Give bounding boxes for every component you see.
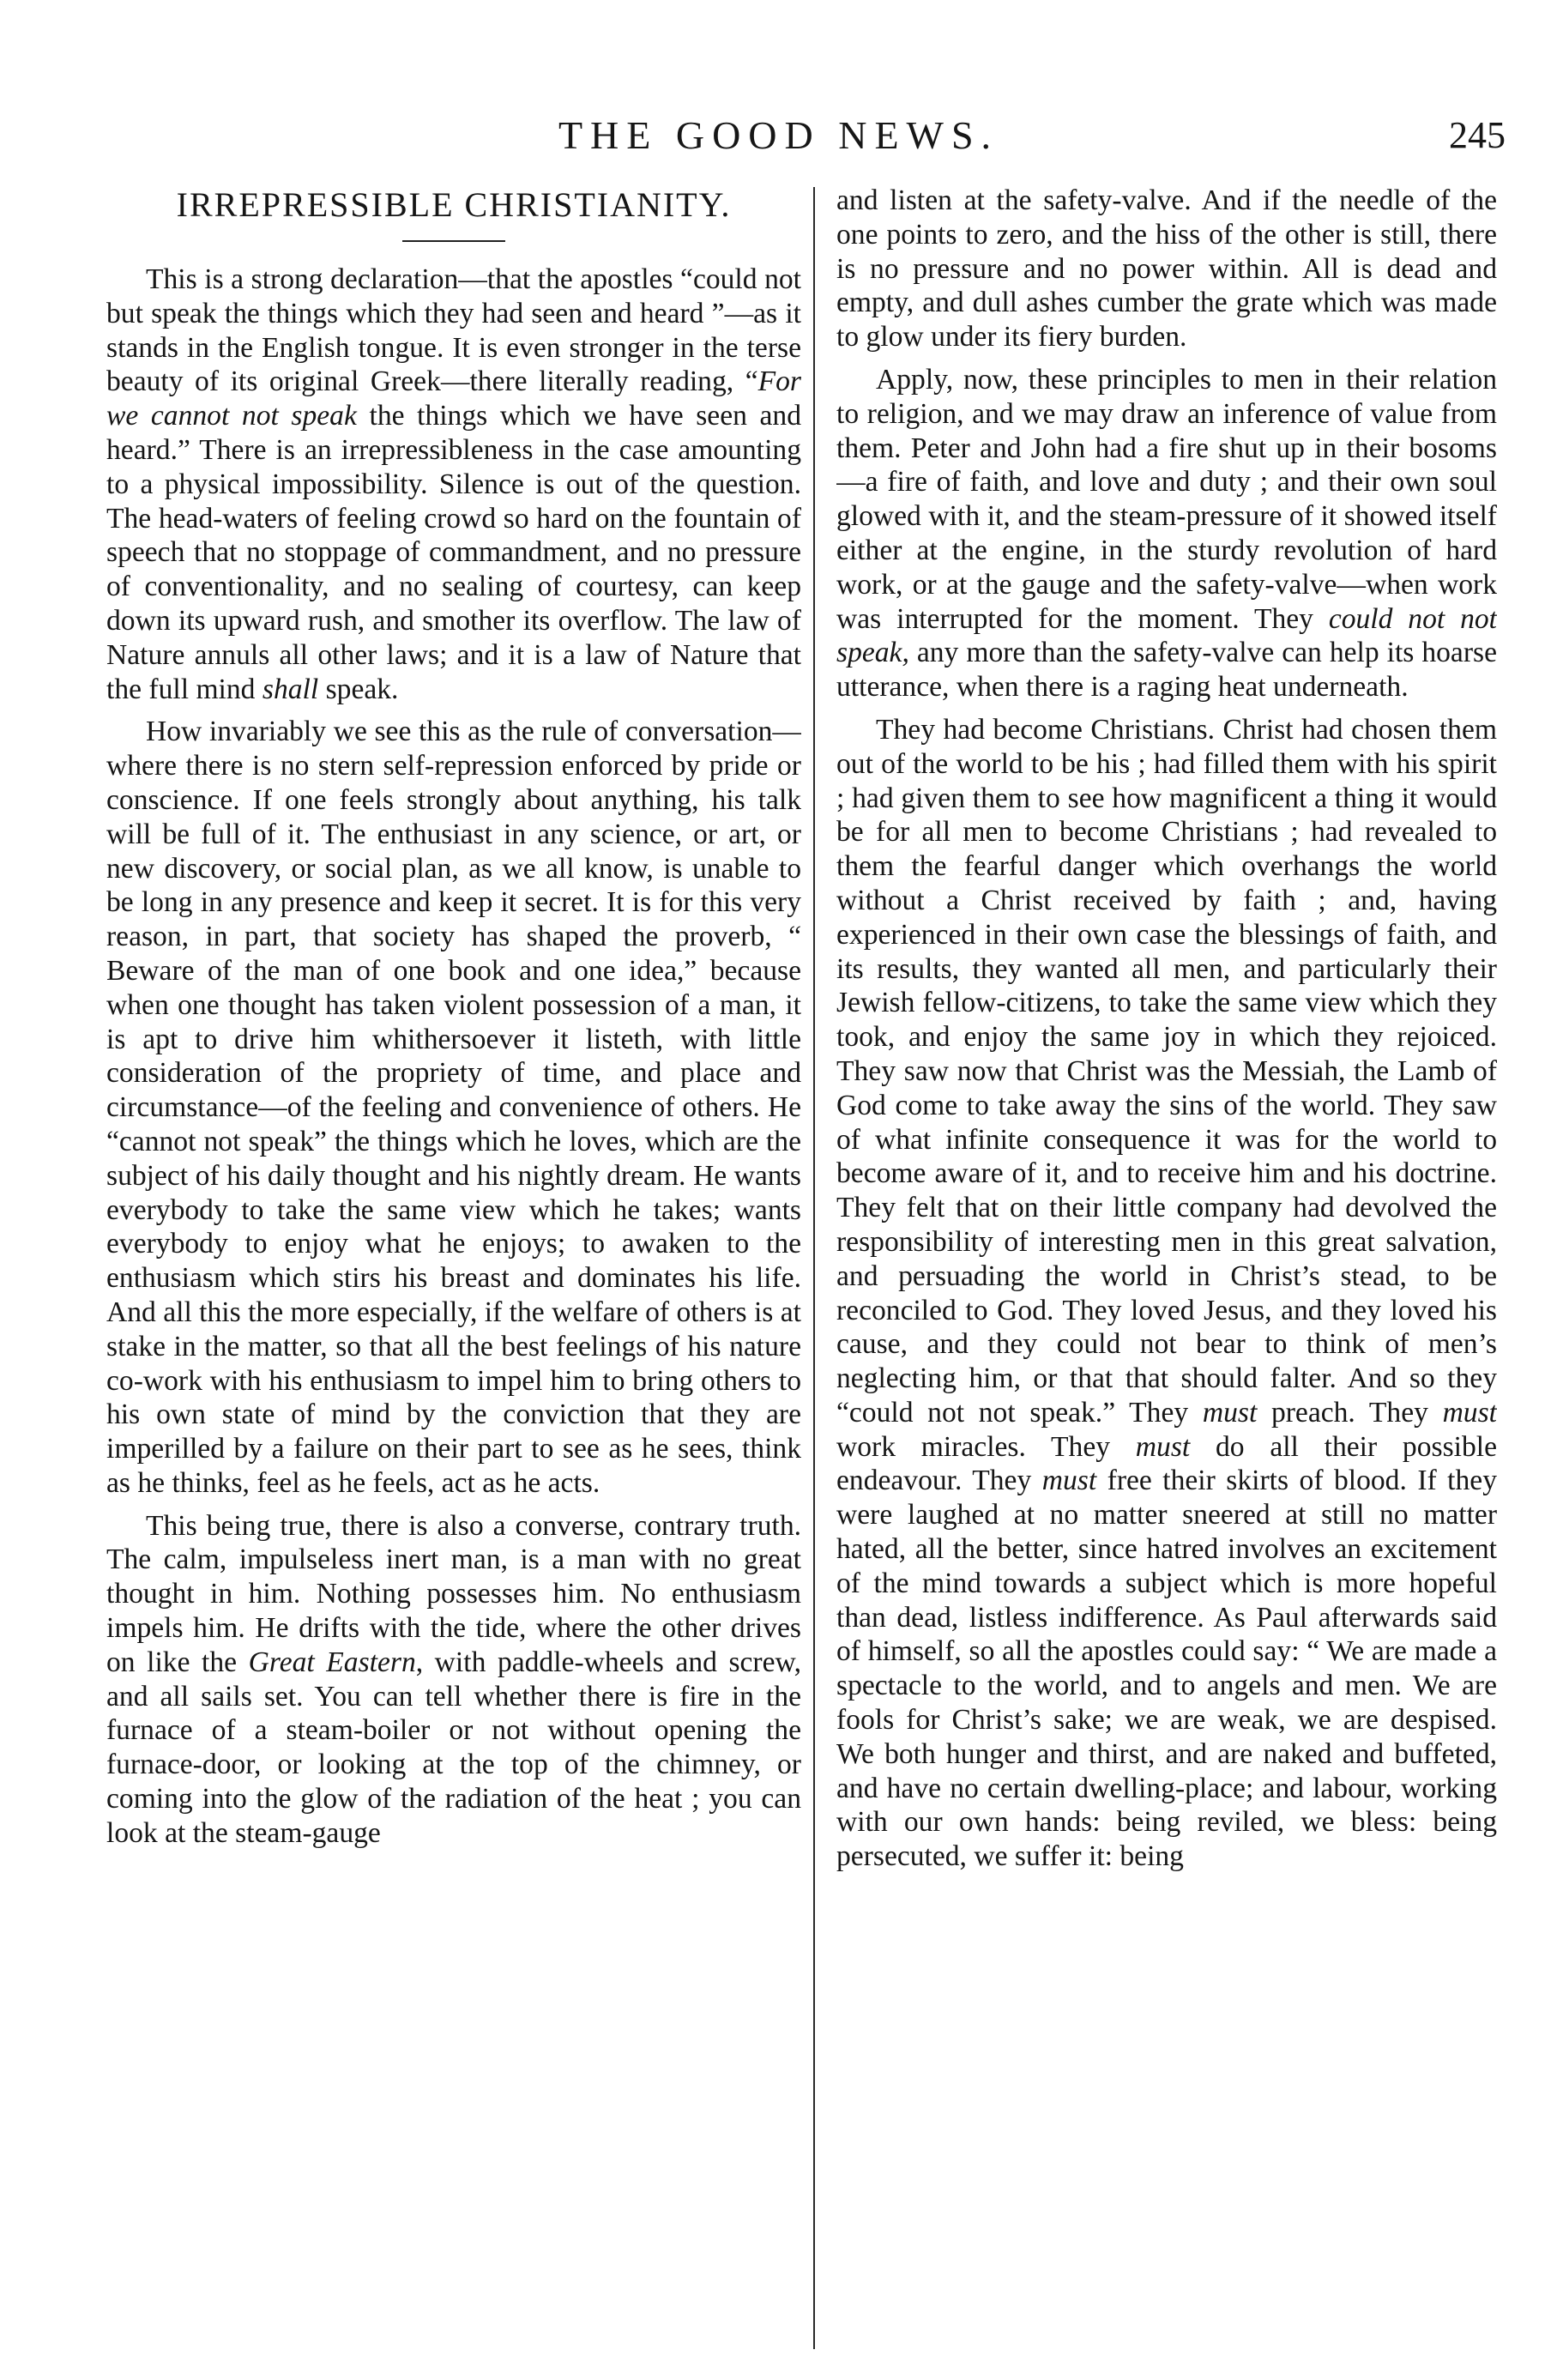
paragraph — [106, 1509, 801, 1851]
text-run: the things which we have seen and heard.” There is an irrepressibleness in the case amounting to a physical impossibility. Silence is out of the question. The head-waters of feeling crowd so hard on the fountain of speech that no stoppage of commandment, and no pressure of conventionality, and no sealing of courtesy, can keep down its upward rush, and smother its overflow. The law of Nature annuls all other laws; and it is a law of Nature that the full mind — [106, 400, 801, 705]
text-run: Apply, now, these principles to men in their relation to religion, and we may draw an inference of value from them. Peter and John had a fire shut up in their bosoms—a fire of faith, and love and duty ; and their own soul glowed with it, and the steam-pressure of it showed itself either at the engine, in the sturdy revolution of hard work, or at the gauge and the safety-valve—when work was interrupted for the moment. They — [836, 363, 1497, 635]
italic-run: could not not speak, — [836, 602, 1497, 669]
page-number: 245 — [1449, 114, 1506, 156]
text-run: , with paddle-wheels and screw, and all sails set. You can tell whether there is fire in the furnace of a steam-boiler or not without opening the furnace-door, or looking at the top of the chimney, or coming into the glow of the radiation of the heat ; you can look at the steam-gauge — [106, 1646, 801, 1849]
text-run: work miracles. They — [836, 1430, 1136, 1463]
italic-run: Great Eastern — [248, 1646, 416, 1678]
paragraph — [836, 363, 1497, 704]
journal-title: THE GOOD NEWS. — [558, 113, 999, 157]
italic-run: For we cannot not speak — [106, 365, 801, 432]
text-run: speak. — [318, 673, 399, 705]
text-run: any more than the safety-valve can help its hoarse utterance, when there is a raging heat underneath. — [836, 637, 1497, 704]
title-rule — [402, 240, 505, 242]
text-run: This is a strong declaration—that the apostles “could not but speak the things which they had seen and heard ”—as it stands in the English tongue. It is even stronger in the terse beauty of its original Greek—there literally reading, “ — [106, 263, 801, 398]
right-column — [836, 184, 1497, 2363]
article-title: IRREPRESSIBLE CHRISTIANITY. — [176, 185, 732, 224]
text-run: free their skirts of blood. If they were laughed at no matter sneered at still no matter hated, all the better, since hatred involves an excitement of the mind towards a subject which is more hopeful than dead, listless indifference. As Paul afterwards said of himself, so all the apostles could say: “ We are made a spectacle to the world, and to angels and men. We are fools for Christ’s sake; we are weak, we are despised. We both hunger and thirst, and are naked and buffeted, and have no certain dwelling-place; and labour, working with our own hands: being reviled, we bless: being persecuted, we suffer it: being — [836, 1465, 1497, 1873]
paragraph-continued: and listen at the safety-valve. And if the needle of the one points to zero, and the hiss of the other is still, there is no pressure and no power within. All is dead and empty, and dull ashes cumber the grate which was made to glow under its fiery burden. — [836, 184, 1497, 353]
italic-run: must — [1442, 1396, 1497, 1429]
left-column — [106, 184, 801, 2363]
column-divider — [813, 187, 815, 2349]
running-head — [0, 110, 1557, 161]
italic-run: must — [1135, 1430, 1191, 1463]
italic-run: must — [1041, 1465, 1097, 1497]
text-run: do all their possible endeavour. They — [836, 1430, 1497, 1497]
italic-run: shall — [262, 673, 319, 705]
text-run: This being true, there is also a converse, contrary truth. The calm, impulseless inert man, is a man with no great thought in him. Nothing possesses him. No enthusiasm impels him. He drifts with the tide, where the other drives on like the — [106, 1509, 801, 1678]
paragraph — [106, 263, 801, 706]
italic-run: must — [1202, 1396, 1258, 1429]
paragraph — [836, 713, 1497, 1874]
text-run: preach. They — [1257, 1396, 1443, 1429]
paragraph: How invariably we see this as the rule of conversation—where there is no stern self-repression enforced by pride or conscience. If one feels strongly about anything, his talk will be full of it. The enthusiast in any science, or art, or new discovery, or social plan, as we all know, is unable to be long in any presence and keep it secret. It is for this very reason, in part, that society has shaped the proverb, “ Beware of the man of one book and one idea,” because when one thought has taken violent possession of a man, it is apt to drive him whithersoever it listeth, with little consideration of the propriety of time, and place and circumstance—of the feeling and convenience of others. He “cannot not speak” the things which he loves, which are the subject of his daily thought and his nightly dream. He wants everybody to take the same view which he takes; wants everybody to enjoy what he enjoys; to awaken to the enthusiasm which stirs his breast and dominates his life. And all this the more especially, if the welfare of others is at stake in the matter, so that all the best feelings of his nature co-work with his enthusiasm to impel him to bring others to his own state of mind by the conviction that they are imperilled by a failure on their part to see as he sees, think as he thinks, feel as he feels, act as he acts. — [106, 716, 801, 1499]
text-run: They had become Christians. Christ had chosen them out of the world to be his ; had filled them with his spirit ; had given them to see how magnificent a thing it would be for all men to become Christians ; had revealed to them the fearful danger which overhangs the world without a Christ received by faith ; and, having experienced in their own case the blessings of faith, and its results, they wanted all men, and particularly their Jewish fellow-citizens, to take the same view which they took, and enjoy the same joy in which they rejoiced. They saw now that Christ was the Messiah, the Lamb of God come to take away the sins of the world. They saw of what infinite consequence it was for the world to become aware of it, and to receive him and his doctrine. They felt that on their little company had devolved the responsibility of interesting men in this great salvation, and persuading the world in Christ’s stead, to be reconciled to God. They loved Jesus, and they loved his cause, and they could not bear to think of men’s neglecting him, or that that should falter. And so they “could not not speak.” They — [836, 713, 1497, 1429]
